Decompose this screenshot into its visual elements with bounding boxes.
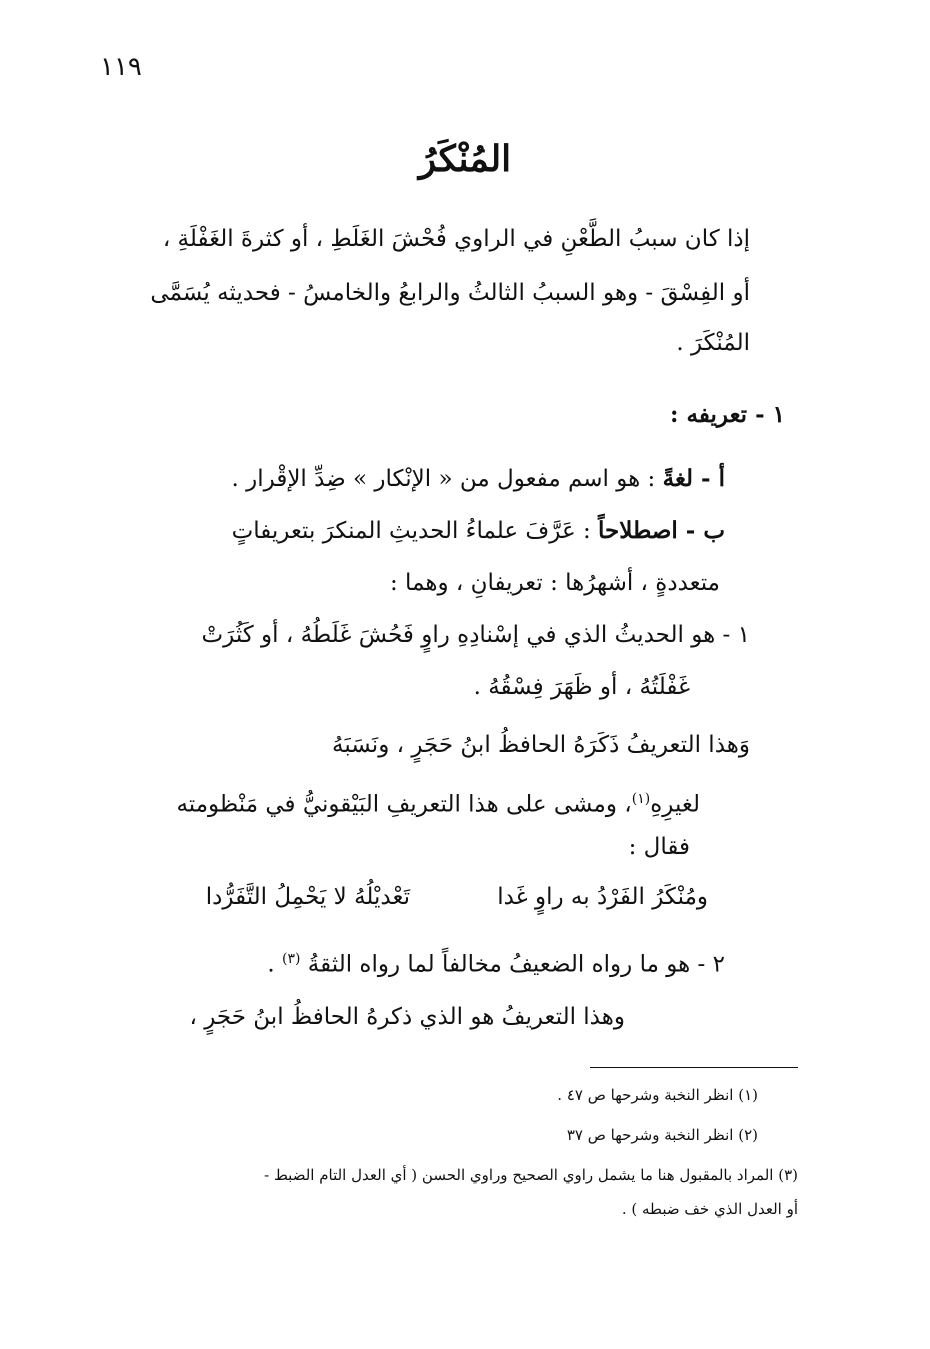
poem-hemistich-1: ومُنْكَرُ الفَرْدُ به راوٍ غَدا [497,884,708,910]
definition-istilah [232,514,725,548]
intro-line-3: المُنْكَرَ . [676,330,750,356]
footnote-separator [590,1067,798,1068]
page-number: ١١٩ [100,52,142,82]
footnote-2: (٢) انظر النخبة وشرحها ص ٣٧ [566,1126,758,1144]
commentary-1-text-before: لغيرِهِ [650,791,700,818]
istilah-continuation: متعددةٍ ، أشهرُها : تعريفانِ ، وهما : [390,570,720,596]
definition-lugha [232,462,725,496]
istilah-text: : عَرَّفَ علماءُ الحديثِ المنكرَ بتعريفاتٍ [231,518,599,544]
definition-2-text: ٢ - هو ما رواه الضعيفُ مخالفاً لما رواه الثقةُ [307,951,725,978]
footnote-marker-3: (٣) [282,951,301,967]
commentary-1-line-1: وَهذا التعريفُ ذَكَرَهُ الحافظُ ابنُ حَجَرٍ ، ونَسَبَهُ [332,732,750,758]
lugha-text: : هو اسم مفعول من « الإنْكار » ضِدِّ الإقْرار . [231,466,663,492]
commentary-1-line-3: فقال : [628,834,690,860]
commentary-1-text-after: ، ومشى على هذا التعريفِ البَيْقونيُّ في مَنْظومته [176,791,632,818]
footnote-3-continuation: أو العدل الذي خف ضبطه ) . [621,1200,798,1218]
footnote-3: (٣) المراد بالمقبول هنا ما يشمل راوي الصحيح وراوي الحسن ( أي العدل التام الضبط - [264,1166,798,1184]
lugha-label: أ - لغةً [662,465,725,492]
commentary-1-line-2 [176,782,700,822]
intro-line-2: أو الفِسْقَ - وهو السببُ الثالثُ والرابعُ والخامسُ - فحديثه يُسَمَّى [150,280,750,306]
footnote-1: (١) انظر النخبة وشرحها ص ٤٧ . [557,1086,758,1104]
definition-1-line-2: غَفْلَتُهُ ، أو ظَهَرَ فِسْقُهُ . [473,674,690,700]
istilah-label: ب - اصطلاحاً [598,517,725,544]
footnote-marker-1: (١) [631,791,651,807]
definition-2-end: . [267,951,275,978]
poem-hemistich-2: تَعْديْلُهُ لا يَحْمِلُ التَّفَرُّدا [205,884,410,910]
section-heading: ١ - تعريفه : [670,401,785,428]
definition-2 [267,942,725,982]
commentary-2: وهذا التعريفُ هو الذي ذكرهُ الحافظُ ابنُ حَجَرٍ ، [189,1004,625,1030]
page-title: المُنْكَرُ [418,138,512,180]
intro-line-1: إذا كان سببُ الطَّعْنِ في الراوي فُحْشَ الغَلَطِ ، أو كثرةَ الغَفْلَةِ ، [162,226,750,252]
definition-1-line-1: ١ - هو الحديثُ الذي في إسْنادِهِ راوٍ فَحُشَ غَلَطُهُ ، أو كَثُرَتْ [201,622,750,648]
